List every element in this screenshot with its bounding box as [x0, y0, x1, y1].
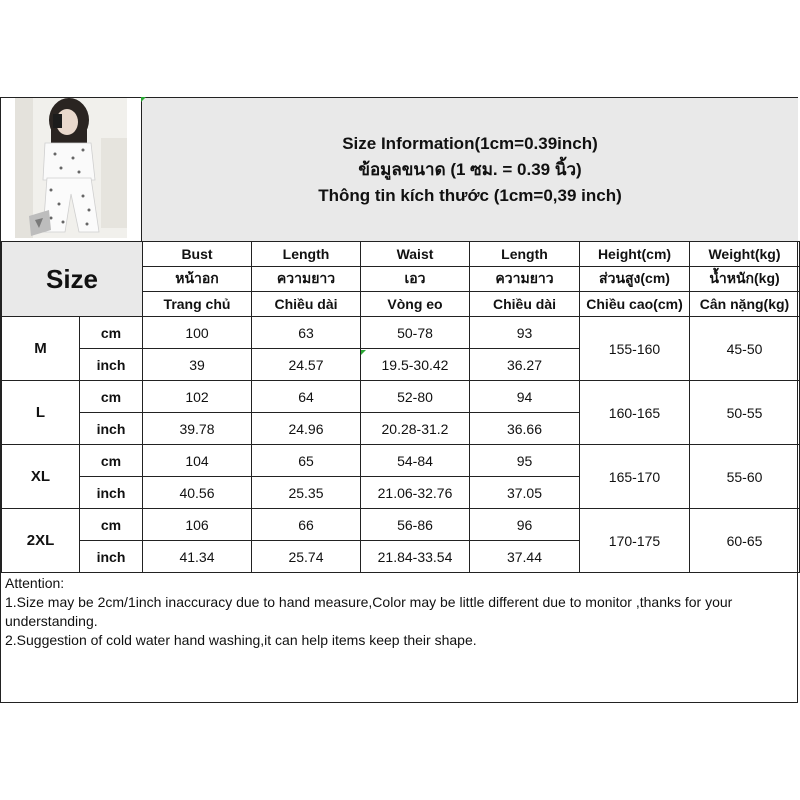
table-cell: 102 — [143, 381, 252, 413]
column-header: Length — [252, 242, 361, 267]
weight-cell: 50-55 — [690, 381, 800, 445]
table-cell: 41.34 — [143, 541, 252, 573]
size-column-title: Size — [2, 242, 143, 317]
table-cell: 24.96 — [252, 413, 361, 445]
table-cell: 19.5-30.42 — [361, 349, 470, 381]
table-cell: 95 — [470, 445, 580, 477]
table-cell: 52-80 — [361, 381, 470, 413]
header-line-vietnamese: Thông tin kích thước (1cm=0,39 inch) — [318, 185, 622, 205]
size-information-header — [141, 98, 798, 241]
attention-title: Attention: — [5, 575, 65, 591]
table-cell: 54-84 — [361, 445, 470, 477]
table-cell: 56-86 — [361, 509, 470, 541]
header-line-thai: ข้อมูลขนาด (1 ซม. = 0.39 นิ้ว) — [358, 159, 582, 179]
unit-label: inch — [80, 413, 143, 445]
table-row — [2, 317, 800, 349]
table-row — [2, 445, 800, 477]
table-cell: 104 — [143, 445, 252, 477]
table-row — [2, 381, 800, 413]
column-header: น้ำหนัก(kg) — [690, 267, 800, 292]
header-line-english: Size Information(1cm=0.39inch) — [342, 133, 598, 153]
column-header: Vòng eo — [361, 292, 470, 317]
weight-cell: 55-60 — [690, 445, 800, 509]
column-header: Bust — [143, 242, 252, 267]
table-cell: 25.35 — [252, 477, 361, 509]
table-cell: 106 — [143, 509, 252, 541]
column-header: Chiều dài — [252, 292, 361, 317]
column-header: หน้าอก — [143, 267, 252, 292]
table-cell: 40.56 — [143, 477, 252, 509]
column-header: เอว — [361, 267, 470, 292]
header-row-english — [2, 242, 800, 267]
table-row — [2, 509, 800, 541]
table-cell: 36.27 — [470, 349, 580, 381]
attention-note-2: 2.Suggestion of cold water hand washing,it can help items keep their shape. — [5, 632, 477, 648]
column-header: Trang chủ — [143, 292, 252, 317]
column-header: ความยาว — [470, 267, 580, 292]
table-cell: 20.28-31.2 — [361, 413, 470, 445]
height-cell: 170-175 — [580, 509, 690, 573]
table-cell: 36.66 — [470, 413, 580, 445]
size-table — [1, 241, 800, 573]
unit-label: cm — [80, 381, 143, 413]
column-header: Weight(kg) — [690, 242, 800, 267]
table-cell: 93 — [470, 317, 580, 349]
size-label: 2XL — [2, 509, 80, 573]
table-cell: 37.05 — [470, 477, 580, 509]
table-cell: 21.84-33.54 — [361, 541, 470, 573]
height-cell: 165-170 — [580, 445, 690, 509]
height-cell: 155-160 — [580, 317, 690, 381]
table-cell: 50-78 — [361, 317, 470, 349]
model-image — [15, 98, 127, 238]
unit-label: cm — [80, 317, 143, 349]
size-label: XL — [2, 445, 80, 509]
column-header: Chiều dài — [470, 292, 580, 317]
column-header: Cân nặng(kg) — [690, 292, 800, 317]
table-cell: 37.44 — [470, 541, 580, 573]
column-header: ส่วนสูง(cm) — [580, 267, 690, 292]
size-chart-sheet — [0, 97, 798, 703]
product-photo — [15, 98, 127, 238]
height-cell: 160-165 — [580, 381, 690, 445]
unit-label: cm — [80, 445, 143, 477]
table-cell: 39 — [143, 349, 252, 381]
table-cell: 96 — [470, 509, 580, 541]
table-cell: 63 — [252, 317, 361, 349]
table-cell: 66 — [252, 509, 361, 541]
weight-cell: 45-50 — [690, 317, 800, 381]
size-label: L — [2, 381, 80, 445]
unit-label: inch — [80, 477, 143, 509]
table-cell: 25.74 — [252, 541, 361, 573]
table-cell: 24.57 — [252, 349, 361, 381]
weight-cell: 60-65 — [690, 509, 800, 573]
attention-note-1: 1.Size may be 2cm/1inch inaccuracy due to hand measure,Color may be little different due to monitor ,thanks for your understanding. — [5, 594, 733, 629]
column-header: Waist — [361, 242, 470, 267]
column-header: Height(cm) — [580, 242, 690, 267]
cell-marker-icon — [361, 350, 366, 355]
column-header: ความยาว — [252, 267, 361, 292]
unit-label: inch — [80, 349, 143, 381]
table-cell: 65 — [252, 445, 361, 477]
column-header: Length — [470, 242, 580, 267]
table-cell: 39.78 — [143, 413, 252, 445]
cell-marker-icon — [141, 97, 146, 102]
attention-notes — [5, 574, 793, 650]
table-cell: 100 — [143, 317, 252, 349]
column-header: Chiều cao(cm) — [580, 292, 690, 317]
table-cell: 64 — [252, 381, 361, 413]
unit-label: inch — [80, 541, 143, 573]
size-label: M — [2, 317, 80, 381]
table-cell: 21.06-32.76 — [361, 477, 470, 509]
unit-label: cm — [80, 509, 143, 541]
table-cell: 94 — [470, 381, 580, 413]
